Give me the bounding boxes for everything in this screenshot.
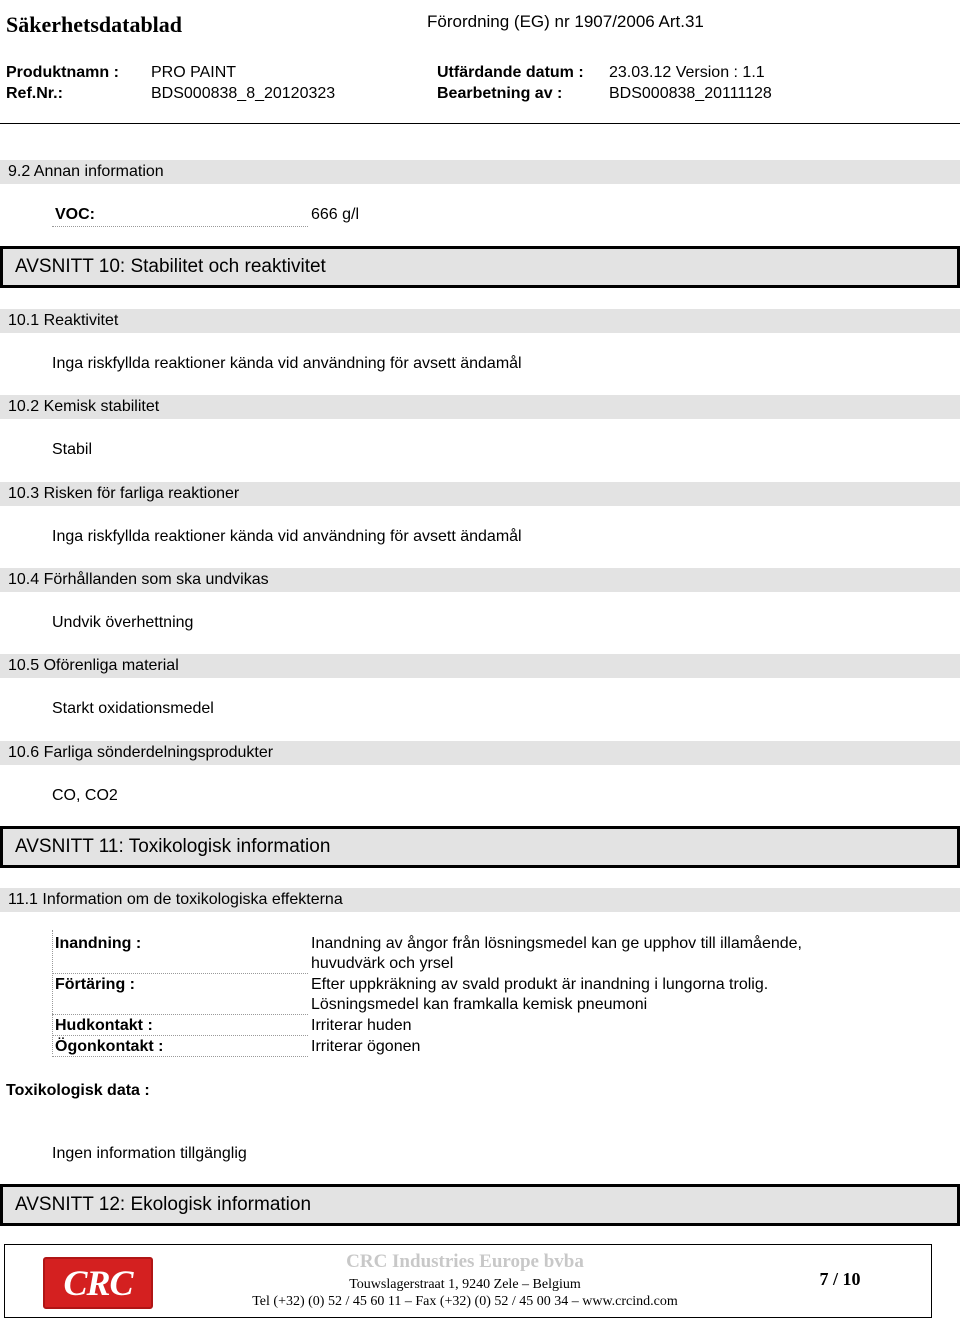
section-heading-11 <box>0 826 960 868</box>
tox-row-divider <box>52 1035 308 1036</box>
crc-logo <box>43 1257 153 1309</box>
regulation-reference: Förordning (EG) nr 1907/2006 Art.31 <box>427 12 704 31</box>
company-contact: Tel (+32) (0) 52 / 45 60 11 – Fax (+32) (0) 52 / 45 00 34 – www.crcind.com <box>252 1294 678 1309</box>
subsection-heading-11-1: 11.1 Information om de toxikologiska effekterna <box>0 888 960 912</box>
section-heading-10 <box>0 246 960 288</box>
product-name-label: Produktnamn : <box>6 64 119 81</box>
revision-label: Bearbetning av : <box>437 85 563 102</box>
subsection-heading-10-3: 10.3 Risken för farliga reaktioner <box>0 482 960 506</box>
subsection-text-10-2: Stabil <box>52 441 93 458</box>
header-divider <box>0 123 960 124</box>
subsection-heading-9-2: 9.2 Annan information <box>0 160 960 184</box>
tox-label-skin-contact: Hudkontakt : <box>55 1017 153 1034</box>
ref-number-value: BDS000838_8_20120323 <box>151 85 336 102</box>
company-address: Touwslagerstraat 1, 9240 Zele – Belgium <box>349 1277 581 1292</box>
tox-row-divider <box>52 973 308 974</box>
subsection-text-10-5: Starkt oxidationsmedel <box>52 700 214 717</box>
issue-date-label: Utfärdande datum : <box>437 64 584 81</box>
ref-number-label: Ref.Nr.: <box>6 85 63 102</box>
subsection-text-10-6: CO, CO2 <box>52 787 118 804</box>
document-title: Säkerhetsdatablad <box>6 12 183 37</box>
tox-label-eye-contact: Ögonkontakt : <box>55 1038 164 1055</box>
subsection-heading-10-2: 10.2 Kemisk stabilitet <box>0 395 960 419</box>
revision-value: BDS000838_20111128 <box>609 85 772 102</box>
page-footer <box>4 1244 932 1318</box>
section-heading-12 <box>0 1184 960 1226</box>
tox-text-inhalation-1: Inandning av ångor från lösningsmedel kan ge upphov till illamående, <box>311 935 802 952</box>
voc-label: VOC: <box>55 206 95 223</box>
tox-text-skin-contact: Irriterar huden <box>311 1017 412 1034</box>
section-heading-12-text: AVSNITT 12: Ekologisk information <box>15 1194 312 1215</box>
subsection-text-10-4: Undvik överhettning <box>52 614 194 631</box>
subsection-heading-10-1: 10.1 Reaktivitet <box>0 309 960 333</box>
section-heading-11-text: AVSNITT 11: Toxikologisk information <box>15 836 331 857</box>
subsection-text-10-1: Inga riskfyllda reaktioner kända vid användning för avsett ändamål <box>52 355 522 372</box>
subsection-heading-10-6: 10.6 Farliga sönderdelningsprodukter <box>0 741 960 765</box>
tox-row-divider <box>52 1014 308 1015</box>
subsection-heading-10-4: 10.4 Förhållanden som ska undvikas <box>0 568 960 592</box>
company-name: CRC Industries Europe bvba <box>346 1251 584 1272</box>
tox-text-ingestion-1: Efter uppkräkning av svald produkt är inandning i lungorna trolig. <box>311 976 769 993</box>
section-heading-10-text: AVSNITT 10: Stabilitet och reaktivitet <box>15 256 326 277</box>
tox-row-divider <box>52 1056 308 1057</box>
voc-value: 666 g/l <box>311 206 360 223</box>
subsection-text-10-3: Inga riskfyllda reaktioner kända vid användning för avsett ändamål <box>52 528 522 545</box>
tox-text-eye-contact: Irriterar ögonen <box>311 1038 421 1055</box>
voc-dotted-line <box>52 226 308 227</box>
tox-data-value: Ingen information tillgänglig <box>52 1145 247 1162</box>
subsection-heading-10-5: 10.5 Oförenliga material <box>0 654 960 678</box>
tox-label-ingestion: Förtäring : <box>55 976 135 993</box>
tox-text-inhalation-2: huvudvärk och yrsel <box>311 955 454 972</box>
tox-label-inhalation: Inandning : <box>55 935 142 952</box>
crc-logo-text: CRC <box>63 1263 133 1303</box>
issue-date-value: 23.03.12 Version : 1.1 <box>609 64 765 81</box>
tox-text-ingestion-2: Lösningsmedel kan framkalla kemisk pneumoni <box>311 996 648 1013</box>
product-name-value: PRO PAINT <box>151 64 237 81</box>
page-number: 7 / 10 <box>819 1269 861 1289</box>
tox-data-label: Toxikologisk data : <box>6 1082 150 1099</box>
